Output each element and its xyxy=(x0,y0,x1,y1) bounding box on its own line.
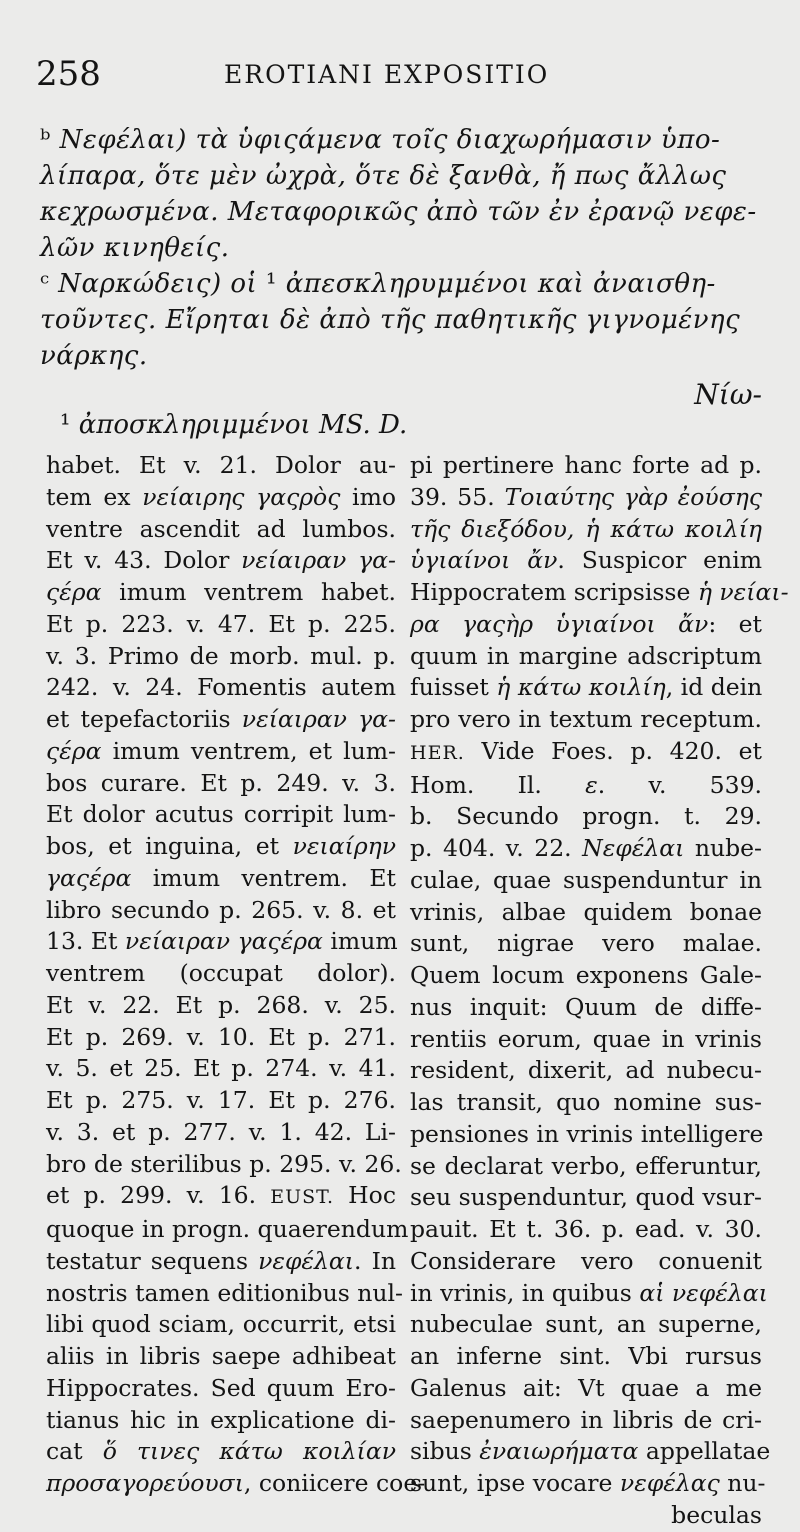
greek-text: νειαίρην xyxy=(292,832,396,860)
latin-text: testatur sequens xyxy=(46,1246,259,1275)
entry-text: ᵇ xyxy=(40,125,60,155)
entry-text: κεχρωσμένα. Μεταφορικῶς ἀπὸ τῶν ἐν ἐρανῷ νεφε- xyxy=(40,197,757,227)
latin-text: saepenumero in libris de cri- xyxy=(410,1405,762,1434)
latin-text: v. 5. et 25. Et p. 274. v. 41. xyxy=(46,1054,396,1083)
latin-text: sibus xyxy=(410,1437,480,1466)
text-line xyxy=(46,609,396,641)
text-line xyxy=(46,831,396,863)
text-line xyxy=(410,450,762,482)
text-line xyxy=(410,1278,768,1310)
latin-text: bos curare. Et p. 249. v. 3. xyxy=(46,768,396,797)
greek-text: ςέρα xyxy=(46,578,102,606)
text-line xyxy=(410,770,762,802)
greek-text: ὑγιαίνοι ἄν xyxy=(410,546,558,575)
text-line xyxy=(46,1085,396,1117)
latin-text: Et p. 275. v. 17. Et p. 276. xyxy=(46,1086,396,1114)
text-line xyxy=(410,1468,766,1500)
page-header xyxy=(36,52,776,102)
greek-text: Νεφέλαι xyxy=(582,834,685,862)
text-line xyxy=(410,736,762,770)
latin-text: Vide Foes. p. 420. et xyxy=(464,736,762,765)
latin-text: se declarat verbo, efferuntur, xyxy=(410,1151,762,1180)
entry-line xyxy=(40,194,770,230)
greek-text: νείαιρης γαςρὸς xyxy=(142,482,341,511)
text-line xyxy=(410,1151,762,1183)
latin-text: appellatae xyxy=(638,1437,771,1466)
latin-text: cat xyxy=(46,1437,103,1466)
latin-text: nube- xyxy=(684,834,762,862)
greek-text: νείαιραν γαςέρα xyxy=(124,927,323,956)
latin-text: EUST. xyxy=(270,1186,335,1209)
latin-text: Hom. Il. xyxy=(410,770,586,799)
entry-text: ᶜ xyxy=(40,269,59,299)
latin-text: v. 3. Primo de morb. mul. p. xyxy=(46,641,396,670)
text-line xyxy=(410,801,762,833)
greek-text: ε xyxy=(585,770,598,799)
text-line xyxy=(46,736,396,768)
greek-text: Τοιαύτης γὰρ ἐούσης xyxy=(504,482,762,511)
latin-text: 39. 55. xyxy=(410,482,505,511)
text-line xyxy=(410,482,762,514)
text-line xyxy=(410,609,762,641)
latin-text: habet. Et v. 21. Dolor au- xyxy=(46,451,396,479)
text-line xyxy=(410,1087,762,1119)
text-line xyxy=(410,1436,771,1468)
text-line xyxy=(46,672,396,704)
latin-text: nus inquit: Quum de diffe- xyxy=(410,992,762,1021)
text-line xyxy=(46,958,396,990)
text-line xyxy=(46,1053,396,1085)
text-line xyxy=(46,577,396,609)
latin-text: tianus hic in explicatione di- xyxy=(46,1405,396,1434)
latin-text: seu suspenduntur, quod vsur- xyxy=(410,1183,762,1212)
text-line xyxy=(410,545,762,577)
glossary-entries xyxy=(40,122,770,374)
latin-text: 242. v. 24. Fomentis autem xyxy=(46,673,396,702)
text-line xyxy=(410,1309,762,1341)
text-line xyxy=(410,897,762,929)
latin-text: imum xyxy=(322,927,398,956)
text-line xyxy=(46,990,396,1022)
entry-text: νάρκης. xyxy=(40,341,148,371)
latin-text: Hoc xyxy=(334,1181,396,1210)
latin-text: Galenus ait: Vt quae a me xyxy=(410,1373,762,1402)
text-line xyxy=(46,704,396,736)
greek-text: νείαιραν γα- xyxy=(241,546,396,575)
footnote-source: MS. D. xyxy=(319,410,408,440)
latin-text: : et xyxy=(708,609,762,638)
latin-text: pi pertinere hanc forte ad p. xyxy=(410,451,762,479)
latin-text: et p. 299. v. 16. xyxy=(46,1181,271,1210)
entry-line xyxy=(40,266,770,302)
entry-line xyxy=(40,158,770,194)
latin-text: fuisset xyxy=(410,673,497,702)
text-line xyxy=(410,1373,762,1405)
greek-text: ἡ νείαι- xyxy=(697,578,789,606)
latin-text: Et p. 223. v. 47. Et p. 225. xyxy=(46,609,396,638)
latin-text: pauit. Et t. 36. p. ead. v. 30. xyxy=(410,1215,762,1243)
text-line xyxy=(410,1246,762,1278)
catchword: Νίω- xyxy=(694,378,762,411)
latin-text: vrinis, albae quidem bonae xyxy=(410,897,762,926)
text-line xyxy=(46,863,396,895)
text-line xyxy=(410,928,762,960)
text-line xyxy=(410,833,762,865)
text-line xyxy=(410,1182,762,1214)
text-line xyxy=(46,1309,396,1341)
entry-text: ¹ xyxy=(266,269,286,299)
latin-text: 13. Et xyxy=(46,927,125,956)
latin-text: , id dein xyxy=(665,673,763,702)
text-line xyxy=(46,1214,409,1246)
latin-text: quoque in progn. quaerendum xyxy=(46,1215,409,1243)
latin-text: culae, quae suspenduntur in xyxy=(410,865,762,894)
text-line xyxy=(46,1246,396,1278)
greek-text: προσαγορεύουσι xyxy=(46,1469,244,1497)
text-line xyxy=(46,1117,396,1149)
commentary-column-right xyxy=(410,450,789,1532)
entry-line xyxy=(40,122,770,158)
text-line xyxy=(46,450,396,482)
entry-text: λίπαρα, ὅτε μὲν ὠχρὰ, ὅτε δὲ ξανθὰ, ἤ πως ἄλλως xyxy=(40,161,727,191)
text-line xyxy=(46,1373,396,1405)
text-line xyxy=(410,1214,762,1246)
page-number: 258 xyxy=(36,54,101,94)
text-line xyxy=(410,1405,762,1437)
text-line xyxy=(46,1149,402,1181)
text-line xyxy=(410,1055,762,1087)
greek-text: νείαιραν γα- xyxy=(241,705,396,733)
latin-text: Et v. 22. Et p. 268. v. 25. xyxy=(46,990,396,1019)
latin-text: pro vero in textum receptum. xyxy=(410,705,762,733)
latin-text: ventrem (occupat dolor). xyxy=(46,959,396,987)
latin-text: bro de sterilibus p. 295. v. 26. xyxy=(46,1149,402,1178)
latin-text: in vrinis, in quibus xyxy=(410,1278,640,1307)
latin-text: sunt, nigrae vero malae. xyxy=(410,929,762,958)
greek-text: αἱ νεφέλαι xyxy=(639,1278,768,1307)
text-line xyxy=(410,960,762,992)
text-line xyxy=(410,992,762,1024)
greek-text: ςέρα xyxy=(46,736,102,765)
latin-text: beculas xyxy=(671,1500,762,1529)
latin-text: et tepefactoriis xyxy=(46,705,242,733)
text-line xyxy=(46,895,396,927)
greek-text: ἡ κάτω κοιλίη xyxy=(496,673,666,702)
greek-text: ρα γαςὴρ ὑγιαίνοι ἄν xyxy=(410,609,709,638)
greek-text: νεφέλας xyxy=(619,1469,720,1497)
latin-text: Hippocratem scripsisse xyxy=(410,578,698,606)
latin-text: libro secundo p. 265. v. 8. et xyxy=(46,895,396,924)
text-line xyxy=(46,926,396,958)
footnote-greek: ἀποσκληριμμένοι xyxy=(78,410,311,440)
entry-text: τοῦντες. Εἴρηται δὲ ἀπὸ τῆς παθητικῆς γιγνομένης xyxy=(40,305,741,335)
footnote xyxy=(60,410,407,440)
greek-text: γαςέρα xyxy=(46,863,132,892)
text-line xyxy=(410,577,789,609)
latin-text: , coniicere coe- xyxy=(243,1469,426,1497)
latin-text: . v. 539. xyxy=(597,770,762,799)
text-line xyxy=(410,641,762,673)
entry-text: Νεφέλαι) τὰ ὑφιςάμενα τοῖς διαχωρήμασιν ὑπο- xyxy=(59,125,721,155)
text-line xyxy=(46,545,396,577)
greek-text: ἐναιωρήματα xyxy=(479,1437,639,1466)
text-line xyxy=(46,1468,426,1500)
entry-text: Ναρκώδεις) οἱ xyxy=(58,269,266,299)
running-title: EROTIANI EXPOSITIO xyxy=(224,60,550,89)
footnote-marker: ¹ xyxy=(60,410,71,440)
latin-text: sunt, ipse vocare xyxy=(410,1469,620,1497)
text-line xyxy=(46,1278,403,1310)
text-line xyxy=(46,1022,396,1054)
latin-text: imum ventrem, et lum- xyxy=(101,736,396,765)
latin-text: Quem locum exponens Gale- xyxy=(410,961,762,989)
text-line xyxy=(46,1341,396,1373)
text-line xyxy=(410,514,762,546)
latin-text: an inferne sint. Vbi rursus xyxy=(410,1342,762,1370)
latin-text: resident, dixerit, ad nubecu- xyxy=(410,1056,762,1085)
latin-text: nu- xyxy=(719,1469,766,1497)
latin-text: libi quod sciam, occurrit, etsi xyxy=(46,1310,396,1339)
text-line xyxy=(410,1024,762,1056)
latin-text: quum in margine adscriptum xyxy=(410,641,762,670)
latin-text: las transit, quo nomine sus- xyxy=(410,1088,762,1116)
text-line xyxy=(410,865,762,897)
latin-text: aliis in libris saepe adhibeat xyxy=(46,1342,396,1370)
text-line xyxy=(46,514,396,546)
text-line xyxy=(410,1119,762,1151)
entry-line xyxy=(40,302,770,338)
latin-text: ventre ascendit ad lumbos. xyxy=(46,514,396,543)
latin-text: Hippocrates. Sed quum Ero- xyxy=(46,1373,396,1402)
text-line xyxy=(46,641,396,673)
entry-text: ἀπεσκληρυμμένοι καὶ ἀναισθη- xyxy=(285,269,716,299)
entry-text: λῶν κινηθείς. xyxy=(40,233,230,263)
latin-text: Et v. 43. Dolor xyxy=(46,546,242,575)
text-line xyxy=(410,672,762,704)
latin-text: Et dolor acutus corripit lum- xyxy=(46,800,396,829)
text-line xyxy=(410,1341,762,1373)
text-line xyxy=(46,799,396,831)
latin-text: v. 3. et p. 277. v. 1. 42. Li- xyxy=(46,1117,396,1146)
text-line xyxy=(46,1436,396,1468)
latin-text: imum ventrem. Et xyxy=(131,863,396,892)
greek-text: ὅ τινες κάτω κοιλίαν xyxy=(102,1437,396,1466)
latin-text: . Suspicor enim xyxy=(557,546,762,575)
greek-text: τῆς διεξόδου, ἡ κάτω κοιλίη xyxy=(410,514,762,543)
text-line xyxy=(410,1500,762,1532)
entry-line xyxy=(40,230,770,266)
latin-text: rentiis eorum, quae in vrinis xyxy=(410,1024,762,1053)
greek-text: νεφέλαι xyxy=(258,1246,355,1275)
latin-text: nostris tamen editionibus nul- xyxy=(46,1278,403,1307)
latin-text: p. 404. v. 22. xyxy=(410,834,583,862)
latin-text: nubeculae sunt, an superne, xyxy=(410,1310,762,1339)
latin-text: Et p. 269. v. 10. Et p. 271. xyxy=(46,1022,396,1051)
latin-text: HER. xyxy=(410,741,465,764)
latin-text: . In xyxy=(354,1246,396,1275)
latin-text: imo xyxy=(340,482,397,511)
entry-line xyxy=(40,338,770,374)
text-line xyxy=(46,1180,396,1214)
latin-text: b. Secundo progn. t. 29. xyxy=(410,802,762,831)
text-line xyxy=(46,768,396,800)
commentary-column-left xyxy=(46,450,426,1500)
latin-text: Considerare vero conuenit xyxy=(410,1246,762,1275)
latin-text: tem ex xyxy=(46,482,143,511)
text-line xyxy=(46,1405,396,1437)
text-line xyxy=(46,482,396,514)
latin-text: imum ventrem habet. xyxy=(101,578,396,606)
text-line xyxy=(410,704,762,736)
latin-text: bos, et inguina, et xyxy=(46,832,293,860)
latin-text: pensiones in vrinis intelligere xyxy=(410,1119,764,1148)
